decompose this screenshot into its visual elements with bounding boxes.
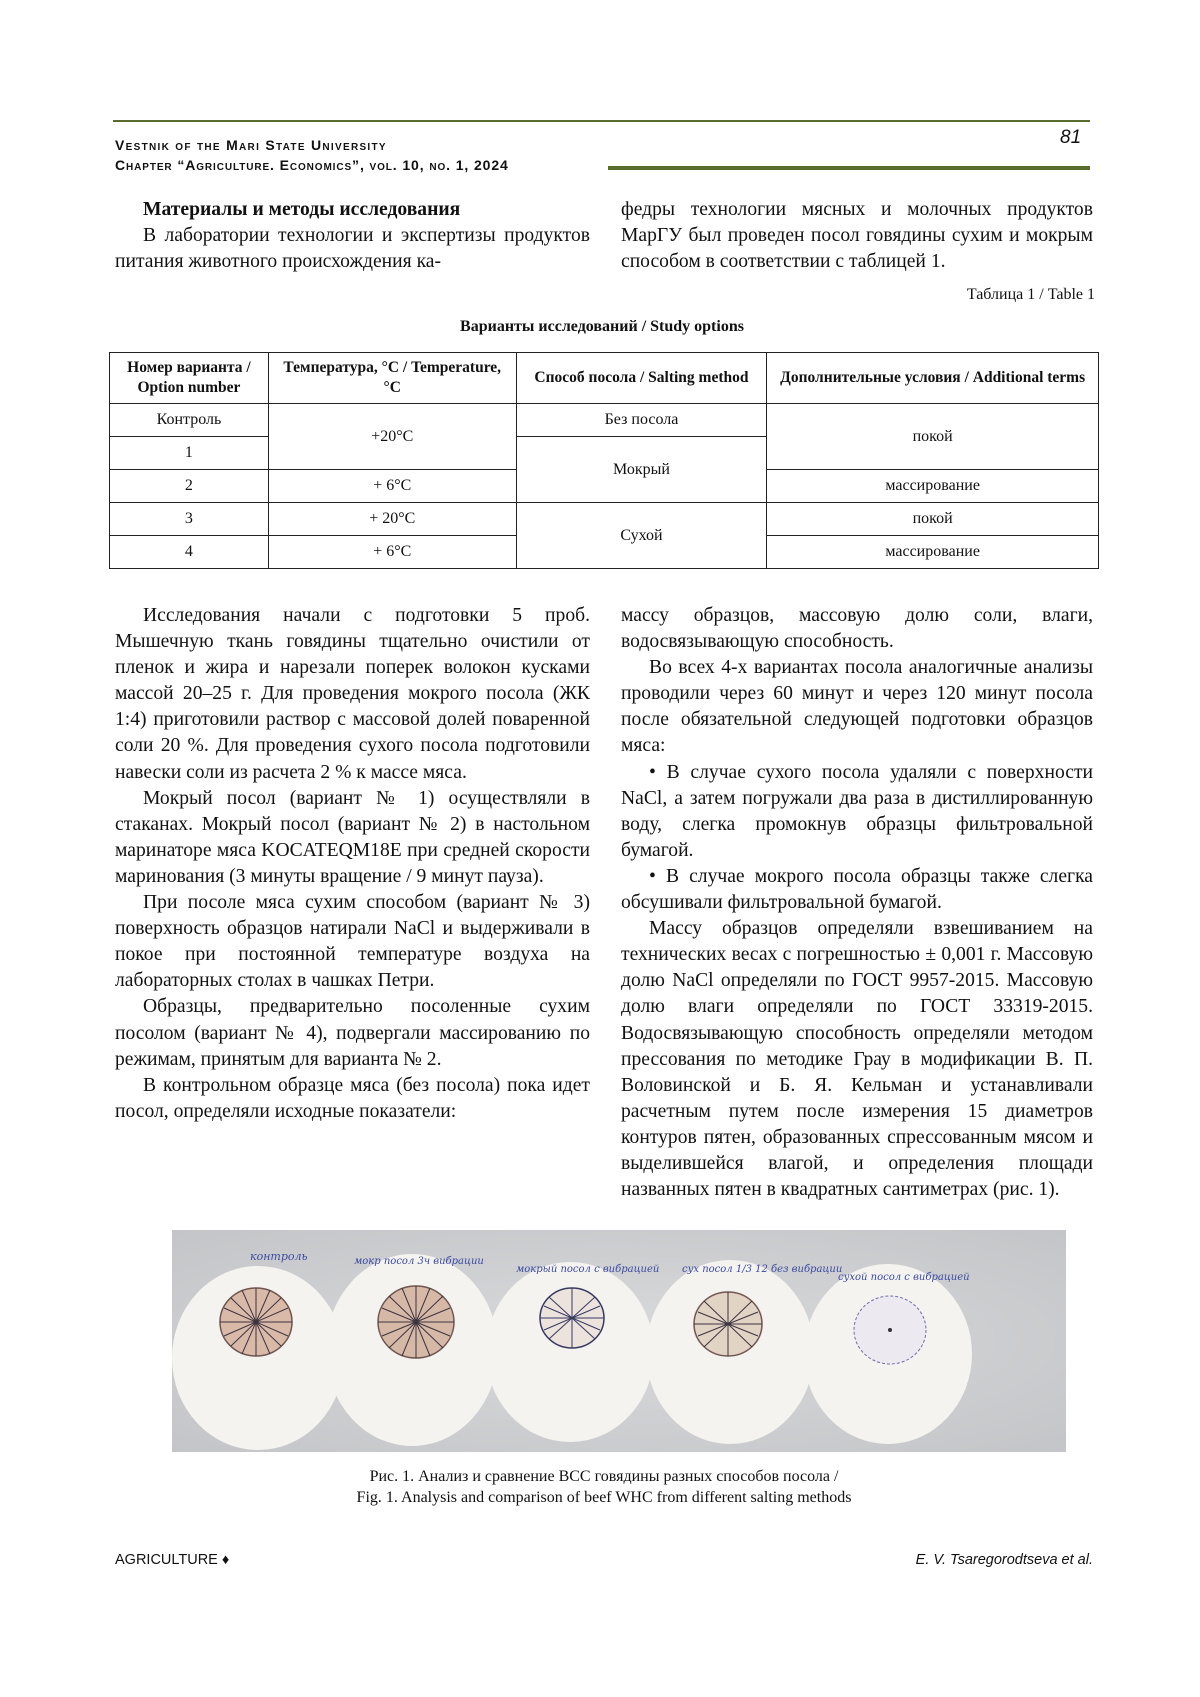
paragraph: Мокрый посол (вариант № 1) осуществляли в стаканах. Мокрый посол (вариант № 2) в настольном маринаторе мяса KOCATEQM18E при средней скорости маринования (3 минуты вращение / 9 минут пауза). <box>115 787 590 887</box>
left-column-top <box>115 197 590 275</box>
caption-en: Fig. 1. Analysis and comparison of beef WHC from different salting methods <box>356 1489 852 1506</box>
right-column-top <box>621 197 1093 275</box>
bullet-item: • В случае мокрого посола образцы также слегка обсушивали фильтровальной бумагой. <box>621 865 1093 914</box>
journal-chapter: Chapter “Agriculture. Economics”, vol. 10, no. 1, 2024 <box>115 157 509 173</box>
page-number: 81 <box>1060 127 1082 148</box>
header-option-number: Номер варианта / Option number <box>110 353 269 404</box>
paragraph: В контрольном образце мяса (без посола) пока идет посол, определяли исходные показатели: <box>115 1074 590 1122</box>
paragraph: Массу образцов определяли взвешиванием на технических весах с погрешностью ± 0,001 г. Массовую долю NaCl определяли по ГОСТ 9957-2015. Массовую долю влаги определяли по ГОСТ 33319-2015. Водосвязывающую способность определяли методом прессования по методике Грау в модификации В. П. Воловинской и Б. Я. Кельман и устанавливали расчетным путем после измерения 15 диаметров контуров пятен, образованных спрессованным мясом и выделившейся влагой, и определения площади названных пятен в квадратных сантиметрах (рис. 1). <box>621 918 1093 1201</box>
disc-dry-vibration <box>804 1264 972 1444</box>
cell-terms: покой <box>767 503 1099 536</box>
cell-terms: массирование <box>767 536 1099 569</box>
paragraph: федры технологии мясных и молочных продуктов МарГУ был проведен посол говядины сухим и мокрым способом в соответствии с таблицей 1. <box>621 199 1093 273</box>
paragraph: В лаборатории технологии и экспертизы продуктов питания животного происхождения ка- <box>115 225 590 273</box>
cell-temperature: + 6°C <box>268 470 516 503</box>
table-label: Таблица 1 / Table 1 <box>966 286 1095 303</box>
header-rule-right <box>608 166 1090 170</box>
paragraph: Исследования начали с подготовки 5 проб. Мышечную ткань говядины тщательно очистили от пленок и жира и нарезали поперек волокон кусками массой 20–25 г. Для проведения мокрого посола (ЖК 1:4) приготовили раствор с массовой долей поваренной соли 20 %. Для проведения сухого посола подготовили навески соли из расчета 2 % к массе мяса. <box>115 605 590 783</box>
disc-label: сух посол 1/3 12 без вибрации <box>682 1264 843 1275</box>
cell-method: Мокрый <box>516 437 767 503</box>
cell-terms: массирование <box>767 470 1099 503</box>
paragraph: массу образцов, массовую долю соли, влаги, водосвязывающую способность. <box>621 605 1093 653</box>
disc-label: мокрый посол с вибрацией <box>516 1264 660 1275</box>
table-title: Варианты исследований / Study options <box>460 318 744 335</box>
header-additional-terms: Дополнительные условия / Additional terms <box>767 353 1099 404</box>
header-temperature: Температура, °С / Temperature, °C <box>268 353 516 404</box>
filter-paper-discs <box>172 1230 1066 1452</box>
cell-option: 1 <box>110 437 269 470</box>
paragraph: Образцы, предварительно посоленные сухим посолом (вариант № 4), подвергали массированию по режимам, принятым для варианта № 2. <box>115 996 590 1070</box>
cell-terms: покой <box>767 404 1099 470</box>
footer-authors: E. V. Tsaregorodtseva et al. <box>915 1552 1093 1568</box>
cell-option: 2 <box>110 470 269 503</box>
cell-method: Сухой <box>516 503 767 569</box>
paragraph: При посоле мяса сухим способом (вариант № 3) поверхность образцов натирали NaCl и выдерживали в покое при постоянной температуре воздуха на лабораторных столах в чашках Петри. <box>115 892 590 992</box>
footer-section: AGRICULTURE ♦ <box>115 1552 230 1568</box>
right-column-body <box>621 603 1093 1203</box>
table-header-row <box>110 353 1099 404</box>
section-heading: Материалы и методы исследования <box>143 199 461 220</box>
bullet-item: • В случае сухого посола удаляли с поверхности NaCl, а затем погружали два раза в дистиллированную воду, слегка промокнув образцы фильтровальной бумагой. <box>621 761 1093 861</box>
caption-ru: Рис. 1. Анализ и сравнение ВСС говядины разных способов посола / <box>369 1468 839 1485</box>
cell-method: Без посола <box>516 404 767 437</box>
cell-option: 4 <box>110 536 269 569</box>
cell-temperature: + 6°C <box>268 536 516 569</box>
disc-label: сухой посол с вибрацией <box>838 1272 970 1283</box>
disc-label: мокр посол 3ч вибрации <box>354 1256 484 1267</box>
header-salting-method: Способ посола / Salting method <box>516 353 767 404</box>
journal-title: Vestnik of the Mari State University <box>115 137 387 153</box>
disc-wet-salting <box>326 1254 498 1446</box>
disc-label: контроль <box>250 1250 308 1263</box>
cell-temperature: + 20°C <box>268 503 516 536</box>
figure-photo <box>172 1230 1066 1452</box>
paragraph: Во всех 4-х вариантах посола аналогичные анализы проводили через 60 минут и через 120 минут посола после обязательной следующей подготовки образцов мяса: <box>621 657 1093 757</box>
table-row <box>110 404 1099 437</box>
figure-caption <box>109 1466 1099 1508</box>
cell-temperature: +20°C <box>268 404 516 470</box>
table-row <box>110 503 1099 536</box>
header-rule-top <box>113 120 1090 122</box>
cell-option: 3 <box>110 503 269 536</box>
left-column-body <box>115 603 590 1125</box>
options-table <box>109 352 1099 569</box>
cell-option: Контроль <box>110 404 269 437</box>
